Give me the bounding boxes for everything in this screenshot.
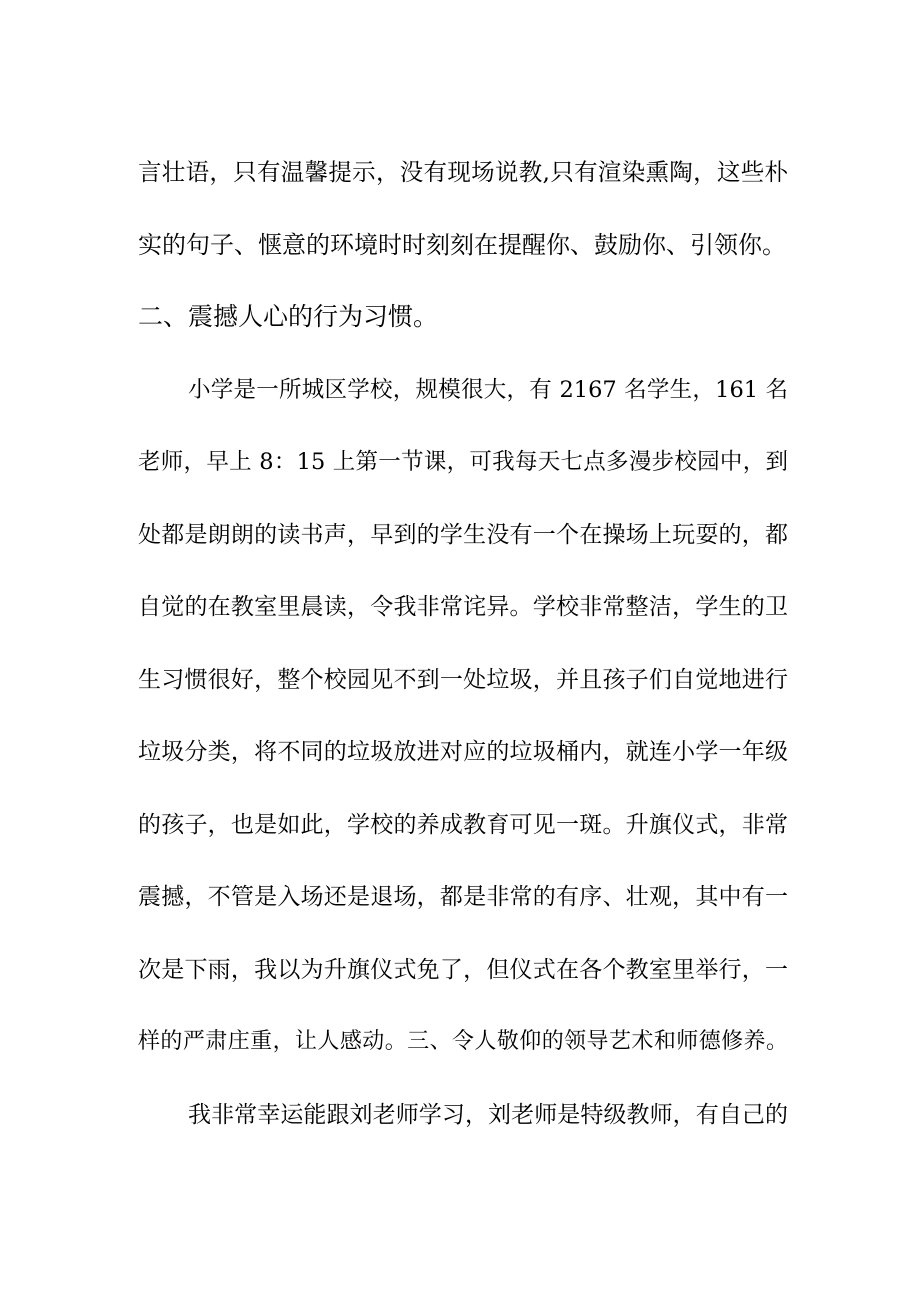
text-line: 实的句子、惬意的环境时时刻刻在提醒你、鼓励你、引领你。: [138, 230, 786, 259]
paragraph-first-line: 我非常幸运能跟刘老师学习，刘老师是特级教师，有自己的: [188, 1101, 788, 1128]
text-line: 老师，早上 8：15 上第一节课，可我每天七点多漫步校园中，到: [138, 449, 788, 475]
text-line: 震撼，不管是入场还是退场，都是非常的有序、壮观，其中有一: [138, 884, 788, 910]
text-line: 生习惯很好，整个校园见不到一处垃圾，并且孩子们自觉地进行: [138, 666, 788, 693]
document-body: [138, 136, 788, 1151]
text-line: 样的严肃庄重，让人感动。三、令人敬仰的领导艺术和师德修养。: [138, 1029, 788, 1054]
text-line: 处都是朗朗的读书声，早到的学生没有一个在操场上玩耍的，都: [138, 521, 788, 548]
paragraph-first-line: 小学是一所城区学校，规模很大，有 2167 名学生，161 名: [188, 376, 788, 403]
text-line: 次是下雨，我以为升旗仪式免了，但仪式在各个教室里举行，一: [138, 956, 788, 983]
section-heading: 二、震撼人心的行为习惯。: [138, 302, 439, 331]
text-line: 的孩子，也是如此，学校的养成教育可见一斑。升旗仪式，非常: [138, 811, 788, 838]
text-line: 垃圾分类，将不同的垃圾放进对应的垃圾桶内，就连小学一年级: [138, 739, 788, 765]
text-line: 自觉的在教室里晨读，令我非常诧异。学校非常整洁，学生的卫: [138, 594, 788, 620]
text-line: 言壮语，只有温馨提示，没有现场说教,只有渲染熏陶，这些朴: [138, 158, 788, 186]
